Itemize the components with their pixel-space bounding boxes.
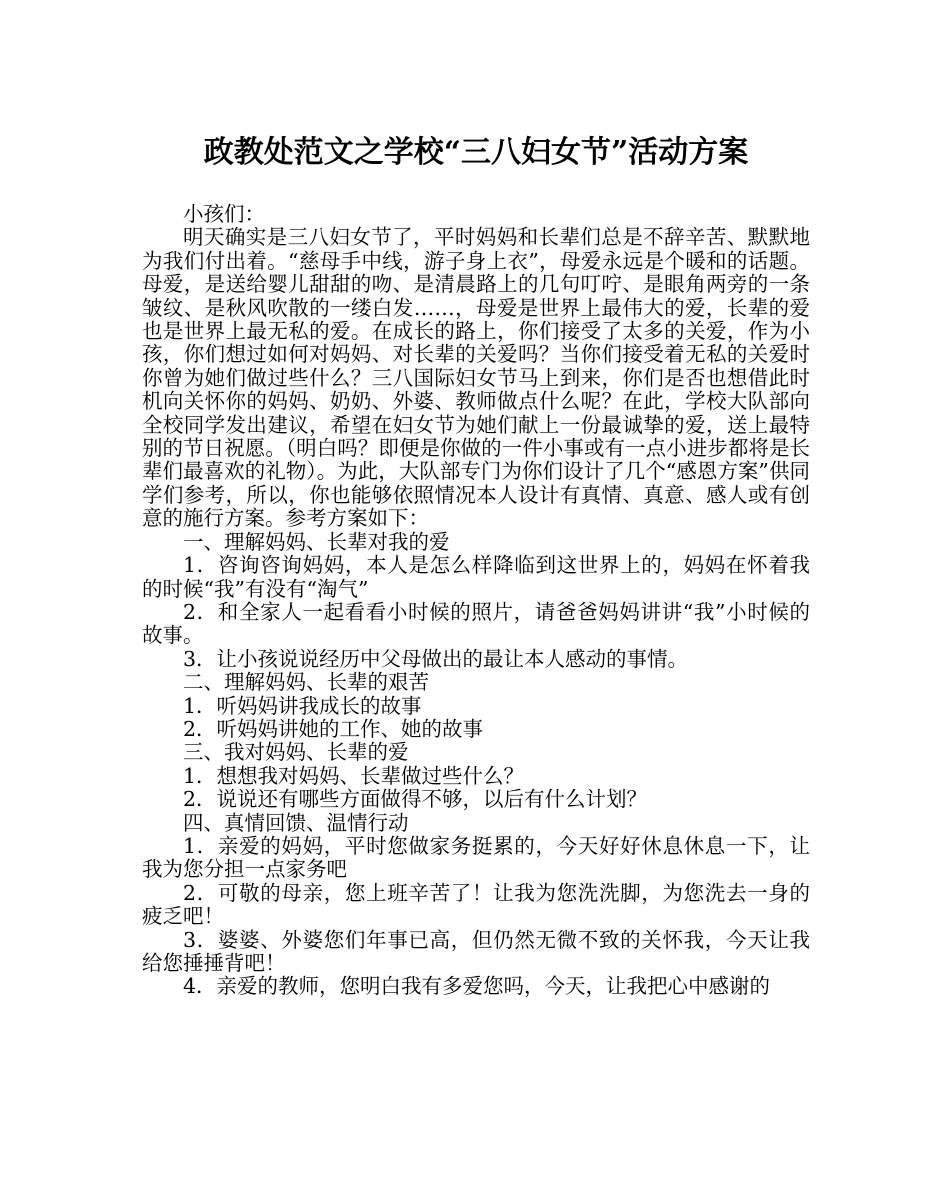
document-title: 政教处范文之学校“三八妇女节”活动方案: [203, 135, 749, 170]
section-heading-3: 三、我对妈妈、长辈的爱: [183, 740, 409, 765]
document-body: [142, 203, 810, 999]
list-item: 1．想想我对妈妈、长辈做过些什么？: [183, 763, 525, 788]
intro-paragraph: 明天确实是三八妇女节了，平时妈妈和长辈们总是不辞辛苦、默默地为我们付出着。“慈母手中线，游子身上衣”，母爱永远是个暖和的话题。母爱，是送给婴儿甜甜的吻、是清晨路上的几句叮咛、是眼角两旁的一条皱纹、是秋风吹散的一缕白发……，母爱是世界上最伟大的爱，长辈的爱也是世界上最无私的爱。在成长的路上，你们接受了太多的关爱，作为小孩，你们想过如何对妈妈、对长辈的关爱吗？当你们接受着无私的关爱时你曾为她们做过些什么？三八国际妇女节马上到来，你们是否也想借此时机向关怀你的妈妈、奶奶、外婆、教师做点什么呢？在此，学校大队部向全校同学发出建议，希望在妇女节为她们献上一份最诚挚的爱，送上最特别的节日祝愿。（明白吗？即便是你做的一件小事或有一点小进步都将是长辈们最喜欢的礼物）。为此，大队部专门为你们设计了几个“感恩方案”供同学们参考，所以，你也能够依照情况本人设计有真情、真意、感人或有创意的施行方案。参考方案如下：: [142, 225, 810, 531]
list-item: 4．亲爱的教师，您明白我有多爱您吗，今天，让我把心中感谢的: [183, 974, 771, 999]
list-item: 2．可敬的母亲，您上班辛苦了！让我为您洗洗脚，为您洗去一身的疲乏吧！: [142, 880, 810, 929]
list-item: 3．让小孩说说经历中父母做出的最让本人感动的事情。: [183, 646, 689, 671]
list-item: 1．听妈妈讲我成长的故事: [183, 693, 422, 718]
list-item: 1．咨询咨询妈妈，本人是怎么样降临到这世界上的，妈妈在怀着我的时候“我”有没有“淘气”: [142, 553, 810, 601]
document-page: [142, 133, 810, 999]
list-item: 1．亲爱的妈妈，平时您做家务挺累的，今天好好休息休息一下，让我为您分担一点家务吧: [142, 833, 810, 882]
section-heading-4: 四、真情回馈、温情行动: [183, 810, 409, 835]
list-item: 2．和全家人一起看看小时候的照片，请爸爸妈妈讲讲“我”小时候的故事。: [142, 599, 810, 648]
section-heading-2: 二、理解妈妈、长辈的艰苦: [183, 670, 429, 695]
list-item: 2．听妈妈讲她的工作、她的故事: [183, 716, 484, 741]
section-heading-1: 一、理解妈妈、长辈对我的爱: [183, 529, 450, 554]
salutation: 小孩们：: [183, 202, 265, 226]
list-item: 2．说说还有哪些方面做得不够，以后有什么计划？: [183, 787, 648, 812]
list-item: 3．婆婆、外婆您们年事已高，但仍然无微不致的关怀我，今天让我给您捶捶背吧！: [142, 927, 810, 975]
